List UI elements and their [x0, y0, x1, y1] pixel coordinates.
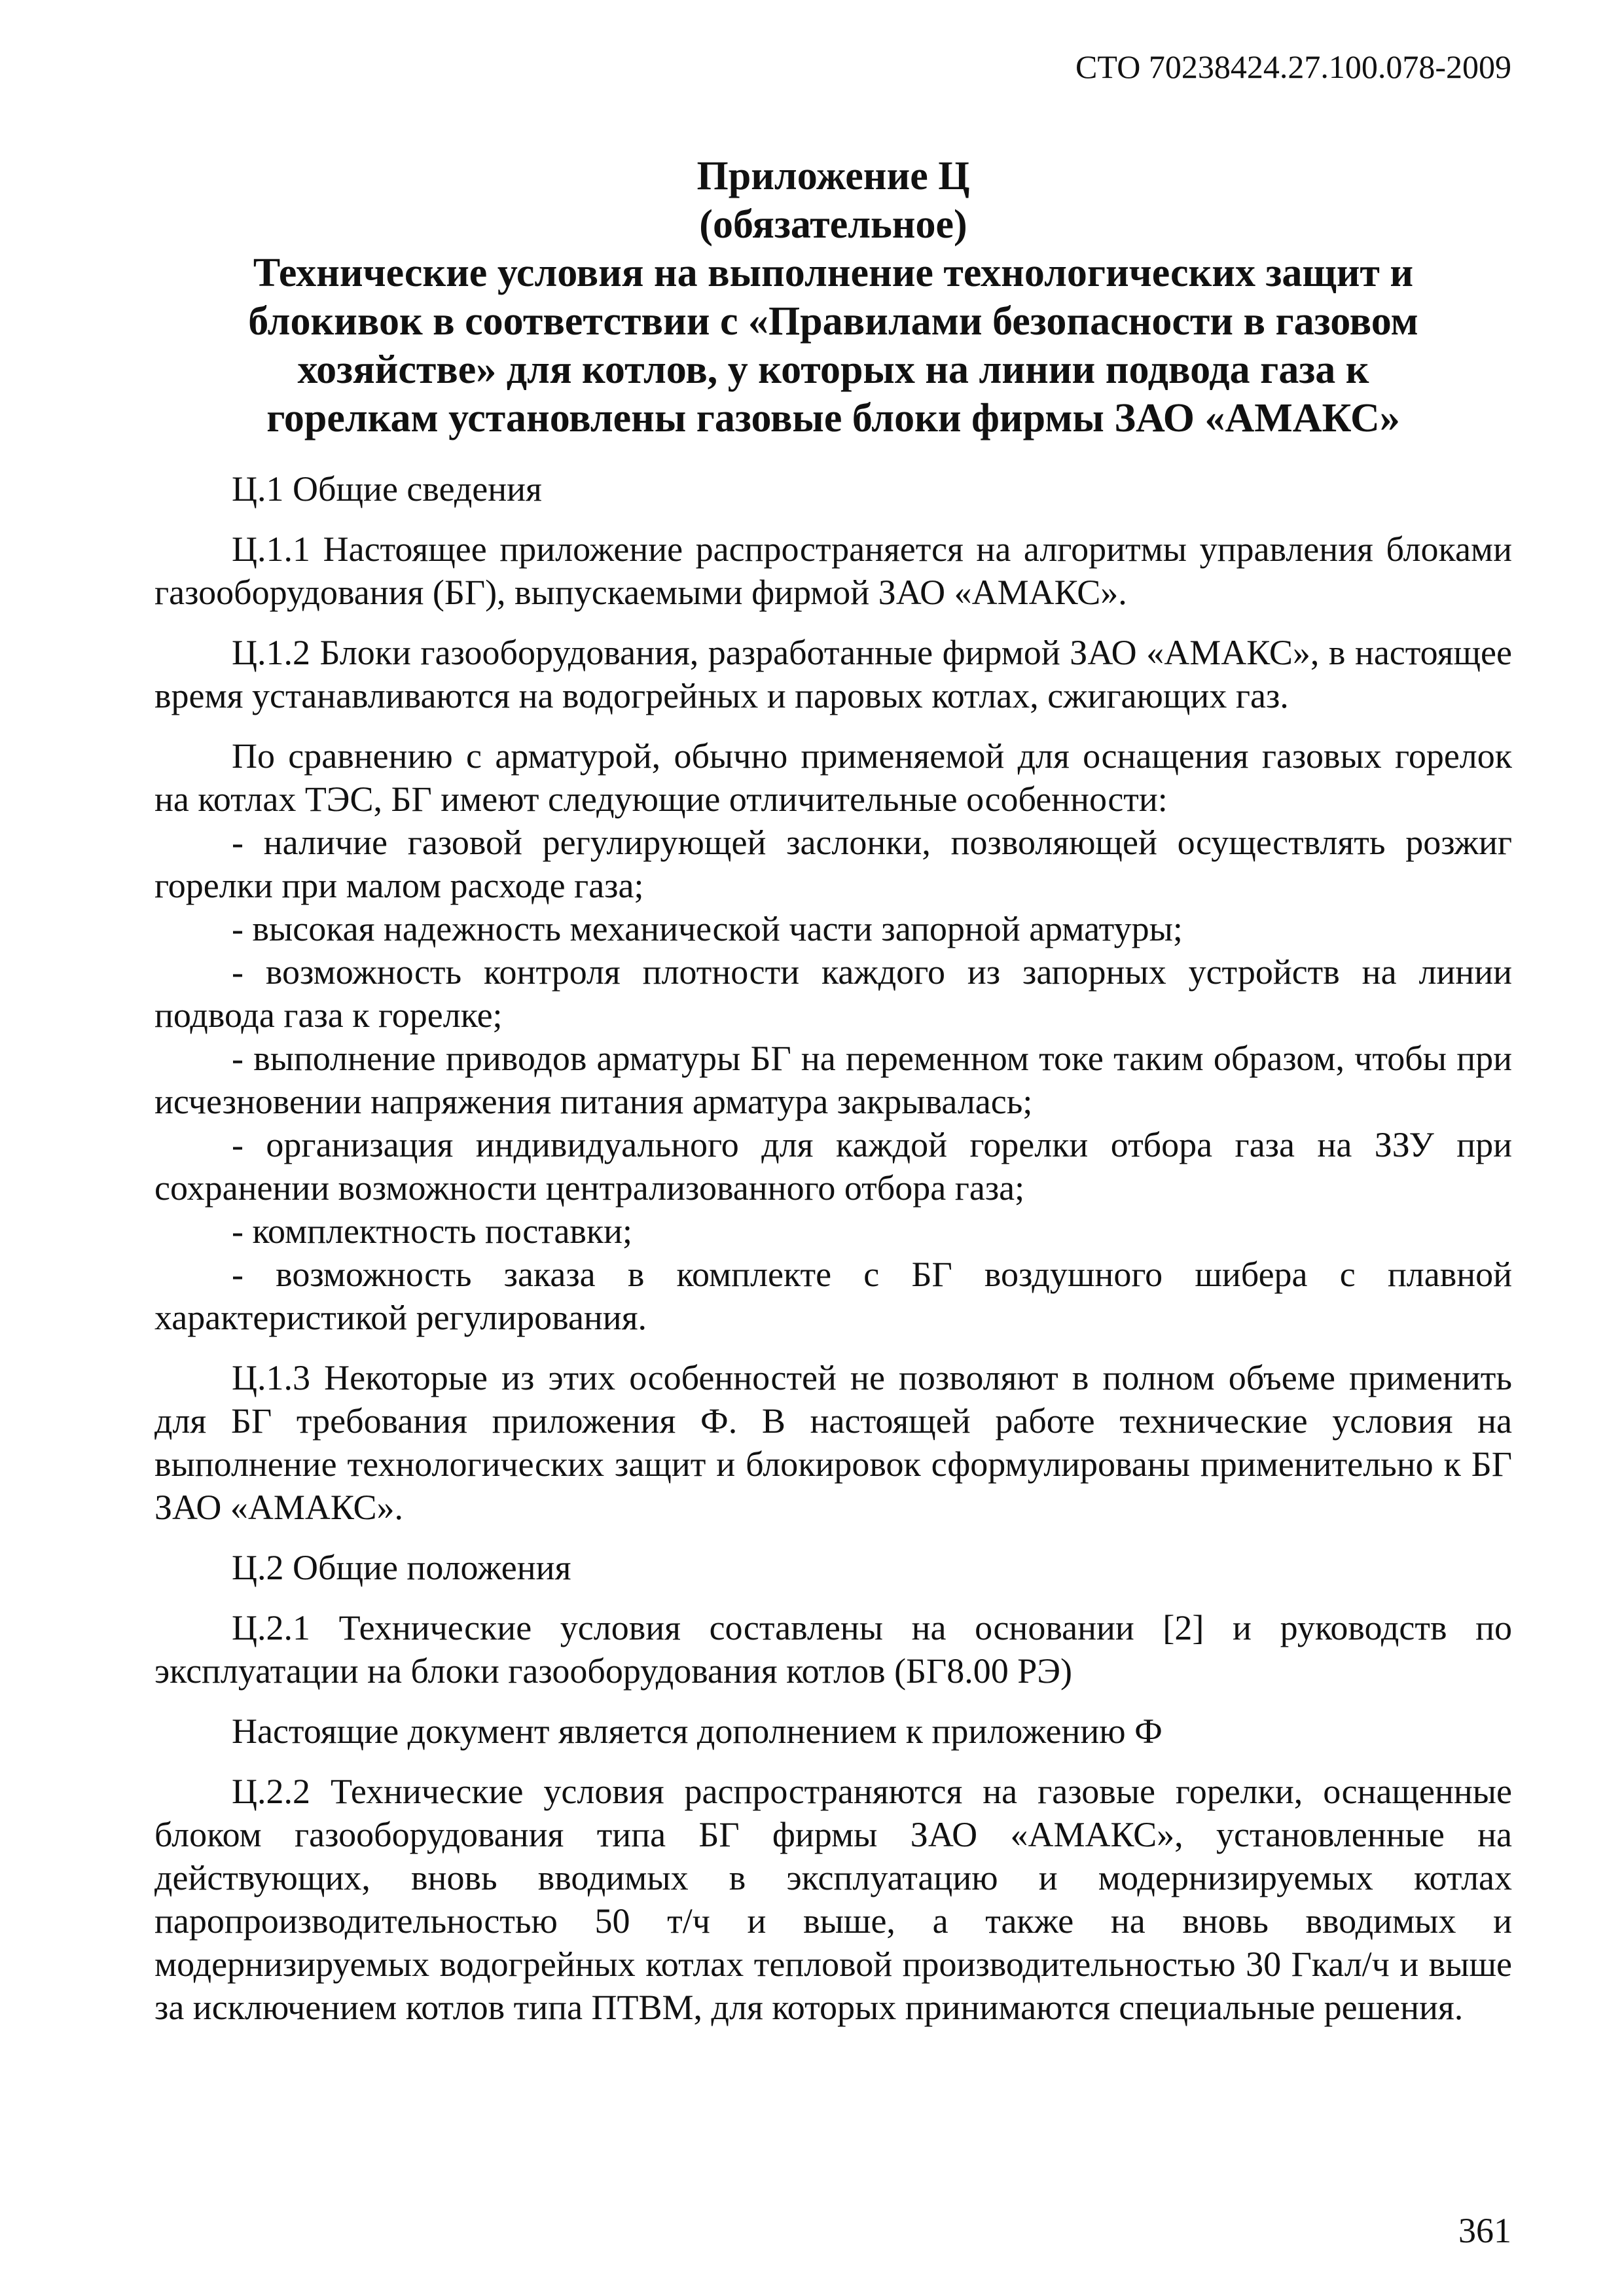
appendix-heading-line: блокивок в соответствии с «Правилами безопасности в газовом: [248, 299, 1418, 344]
paragraph-c-2-1: Ц.2.1 Технические условия составлены на основании [2] и руководств по эксплуатации на блоки газооборудования котлов (БГ8.00 РЭ): [154, 1608, 1512, 1691]
section-title-general-provisions: Ц.2 Общие положения: [232, 1548, 571, 1587]
paragraph-c-1-3: Ц.1.3 Некоторые из этих особенностей не позволяют в полном объеме применить для БГ требования приложения Ф. В настоящей работе технические условия на выполнение технологических защит и блокировок сформулированы применительно к БГ ЗАО «АМАКС».: [154, 1358, 1512, 1527]
appendix-status: (обязательное): [699, 202, 967, 247]
document-code: СТО 70238424.27.100.078-2009: [1075, 48, 1511, 85]
list-item: - наличие газовой регулирующей заслонки, позволяющей осуществлять розжиг горелки при малом расходе газа;: [154, 823, 1512, 905]
appendix-heading-line: хозяйстве» для котлов, у которых на линии подвода газа к: [297, 348, 1369, 392]
paragraph-comparison: По сравнению с арматурой, обычно применяемой для оснащения газовых горелок на котлах ТЭС, БГ имеют следующие отличительные особенности:: [154, 736, 1512, 819]
page-content: [154, 152, 1512, 2046]
list-item: - возможность контроля плотности каждого из запорных устройств на линии подвода газа к горелке;: [154, 952, 1512, 1035]
list-item: - выполнение приводов арматуры БГ на переменном токе таким образом, чтобы при исчезновении напряжения питания арматура закрывалась;: [154, 1039, 1512, 1121]
appendix-heading-line: Технические условия на выполнение технологических защит и: [253, 251, 1414, 295]
paragraph-c-1-1: Ц.1.1 Настоящее приложение распространяется на алгоритмы управления блоками газооборудования (БГ), выпускаемыми фирмой ЗАО «АМАКС».: [154, 529, 1512, 612]
paragraph-c-2-2: Ц.2.2 Технические условия распространяются на газовые горелки, оснащенные блоком газооборудования типа БГ фирмы ЗАО «АМАКС», установленные на действующих, вновь вводимых в эксплуатацию и модернизируемых котлах паропроизводительностью 50 т/ч и выше, а также на вновь вводимых и модернизируемых водогрейных котлах тепловой производительностью 30 Гкал/ч и выше за исключением котлов типа ПТВМ, для которых принимаются специальные решения.: [154, 1772, 1512, 2027]
paragraph-supplement: Настоящие документ является дополнением к приложению Ф: [232, 1712, 1163, 1751]
appendix-title: Приложение Ц: [696, 154, 970, 198]
appendix-heading-line: горелкам установлены газовые блоки фирмы ЗАО «АМАКС»: [266, 396, 1400, 440]
appendix-header: [154, 152, 1512, 442]
list-item: - возможность заказа в комплекте с БГ воздушного шибера с плавной характеристикой регулирования.: [154, 1255, 1512, 1337]
section-title-general-info: Ц.1 Общие сведения: [232, 469, 542, 509]
features-list: [154, 821, 1512, 1339]
list-item: - комплектность поставки;: [232, 1211, 633, 1251]
list-item: - высокая надежность механической части запорной арматуры;: [232, 909, 1183, 948]
page-number: 361: [1458, 2211, 1511, 2250]
list-item: - организация индивидуального для каждой горелки отбора газа на ЗЗУ при сохранении возможности централизованного отбора газа;: [154, 1125, 1512, 1208]
paragraph-c-1-2: Ц.1.2 Блоки газооборудования, разработанные фирмой ЗАО «АМАКС», в настоящее время устанавливаются на водогрейных и паровых котлах, сжигающих газ.: [154, 633, 1512, 715]
